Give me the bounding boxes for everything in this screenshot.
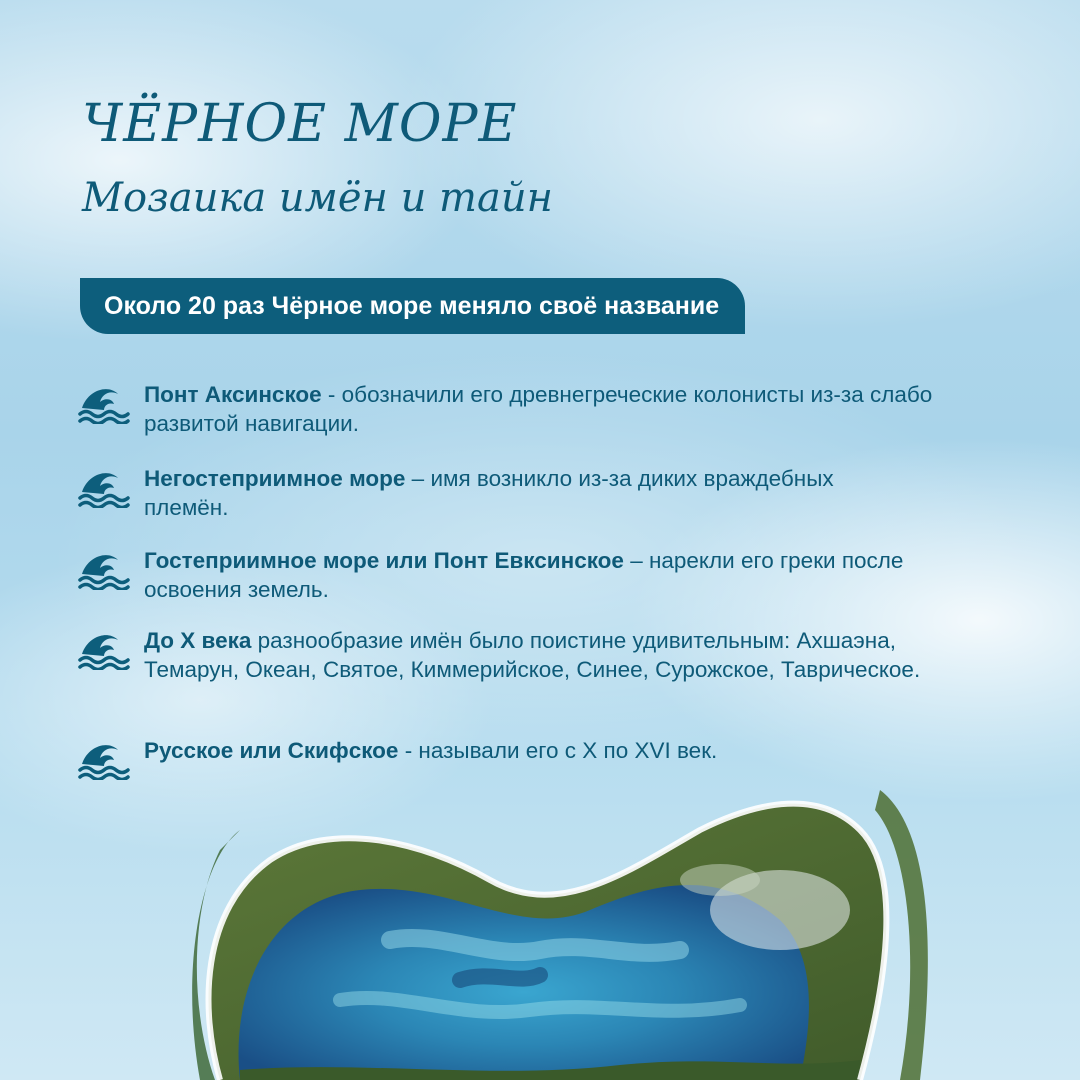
satellite-map-image xyxy=(160,790,960,1080)
list-item-rest: - называли его с X по XVI век. xyxy=(398,738,718,763)
list-item xyxy=(78,626,984,684)
list-item-rest: - обозначили его древнегреческие колонисты из-за слабо развитой навигации. xyxy=(144,382,933,436)
list-item-rest: разнообразие имён было поистине удивительным: Ахшаэна, Темарун, Океан, Святое, Киммерийское, Синее, Сурожское, Таврическое. xyxy=(144,628,921,682)
page-title: ЧЁРНОЕ МОРЕ xyxy=(82,94,518,154)
list-item-bold: До X века xyxy=(144,628,252,653)
list-item-text xyxy=(144,626,984,684)
wave-icon xyxy=(78,464,130,508)
wave-icon xyxy=(78,626,130,670)
list-item xyxy=(78,546,1004,604)
list-item xyxy=(78,464,844,522)
list-item xyxy=(78,736,964,780)
list-item-text xyxy=(144,380,964,438)
list-item-text xyxy=(144,736,964,780)
list-item-bold: Негостеприимное море xyxy=(144,466,406,491)
title-block xyxy=(82,92,553,226)
list-item-rest: – нарекли его греки после освоения земель. xyxy=(144,548,904,602)
wave-icon xyxy=(78,380,130,424)
list-item-text xyxy=(144,546,1004,604)
list-item-bold: Понт Аксинское xyxy=(144,382,322,407)
list-item xyxy=(78,380,964,438)
list-item-rest: – имя возникло из-за диких враждебных племён. xyxy=(144,466,834,520)
banner: Около 20 раз Чёрное море меняло своё название xyxy=(80,278,745,334)
list-item-bold: Русское или Скифское xyxy=(144,738,399,763)
list-item-text xyxy=(144,464,844,522)
wave-icon xyxy=(78,546,130,590)
wave-icon xyxy=(78,736,130,780)
list-item-bold: Гостеприимное море или Понт Евксинское xyxy=(144,548,624,573)
page-subtitle: Мозаика имён и тайн xyxy=(82,175,553,221)
